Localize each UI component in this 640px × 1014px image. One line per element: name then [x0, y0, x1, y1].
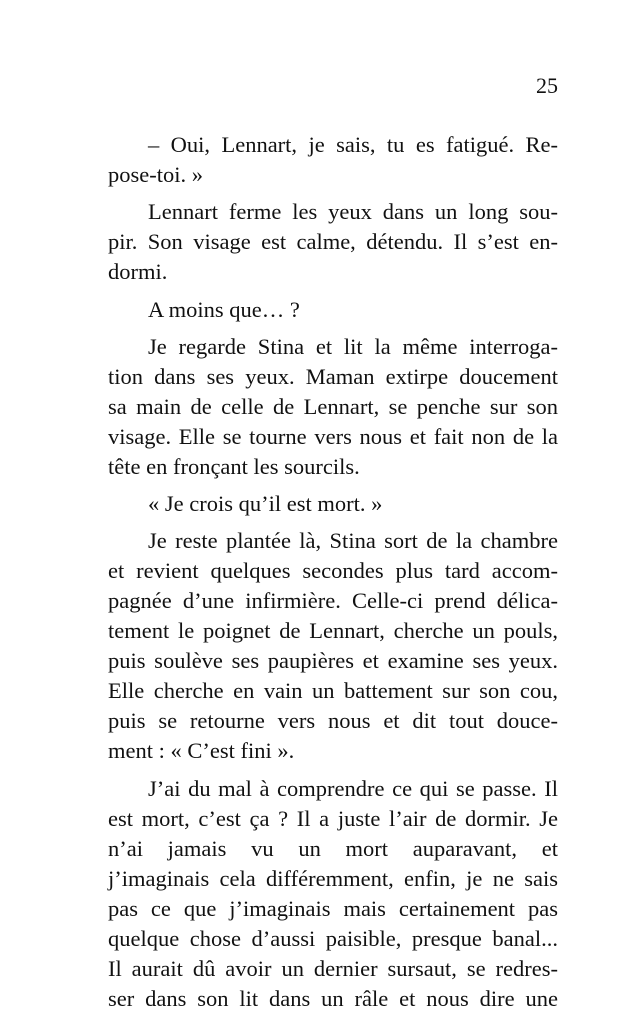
text-line: et revient quelques secondes plus tard accom-	[108, 558, 558, 584]
text-line: j’imaginais cela différemment, enfin, je ne sais	[108, 865, 558, 891]
text-line: Je regarde Stina et lit la même interroga-	[148, 333, 558, 359]
text-line: puis soulève ses paupières et examine ses yeux.	[108, 648, 558, 674]
text-line: « Je crois qu’il est mort. »	[148, 491, 383, 517]
text-line: Je reste plantée là, Stina sort de la chambre	[148, 528, 558, 554]
text-line: sa main de celle de Lennart, se penche sur son	[108, 393, 558, 419]
text-line: pir. Son visage est calme, détendu. Il s’est en-	[108, 229, 558, 255]
text-line: quelque chose d’aussi paisible, presque banal...	[108, 925, 558, 951]
text-line: ser dans son lit dans un râle et nous dire une	[108, 985, 558, 1011]
text-line: ment : « C’est fini ».	[108, 738, 295, 764]
text-line: Il aurait dû avoir un dernier sursaut, se redres-	[108, 955, 558, 981]
text-line: – Oui, Lennart, je sais, tu es fatigué. Re-	[148, 132, 558, 157]
text-line: pagnée d’une infirmière. Celle-ci prend délica-	[108, 588, 558, 614]
body-text	[108, 130, 558, 1014]
text-line: n’ai jamais vu un mort auparavant, et	[108, 835, 558, 861]
paragraph	[108, 774, 558, 1014]
text-line: pose-toi. »	[108, 162, 203, 187]
paragraph	[108, 295, 558, 325]
paragraph	[108, 197, 558, 287]
text-line: A moins que… ?	[148, 296, 300, 322]
page-number: 25	[536, 73, 558, 98]
text-line: pas ce que j’imaginais mais certainement pas	[108, 895, 558, 921]
text-line: J’ai du mal à comprendre ce qui se passe. Il	[148, 775, 558, 801]
text-line: tion dans ses yeux. Maman extirpe doucement	[108, 363, 558, 389]
text-line: dormi.	[108, 259, 168, 285]
paragraph	[108, 130, 558, 190]
text-line: tement le poignet de Lennart, cherche un pouls,	[108, 618, 558, 644]
text-line: est mort, c’est ça ? Il a juste l’air de dormir. Je	[108, 805, 558, 831]
paragraph	[108, 489, 558, 519]
text-line: puis se retourne vers nous et dit tout douce-	[108, 708, 558, 734]
paragraph	[108, 526, 558, 766]
text-line: tête en fronçant les sourcils.	[108, 453, 360, 479]
paragraph	[108, 332, 558, 482]
text-line: Lennart ferme les yeux dans un long sou-	[148, 199, 558, 225]
text-line: visage. Elle se tourne vers nous et fait non de la	[108, 423, 558, 449]
text-line: Elle cherche en vain un battement sur son cou,	[108, 678, 558, 704]
